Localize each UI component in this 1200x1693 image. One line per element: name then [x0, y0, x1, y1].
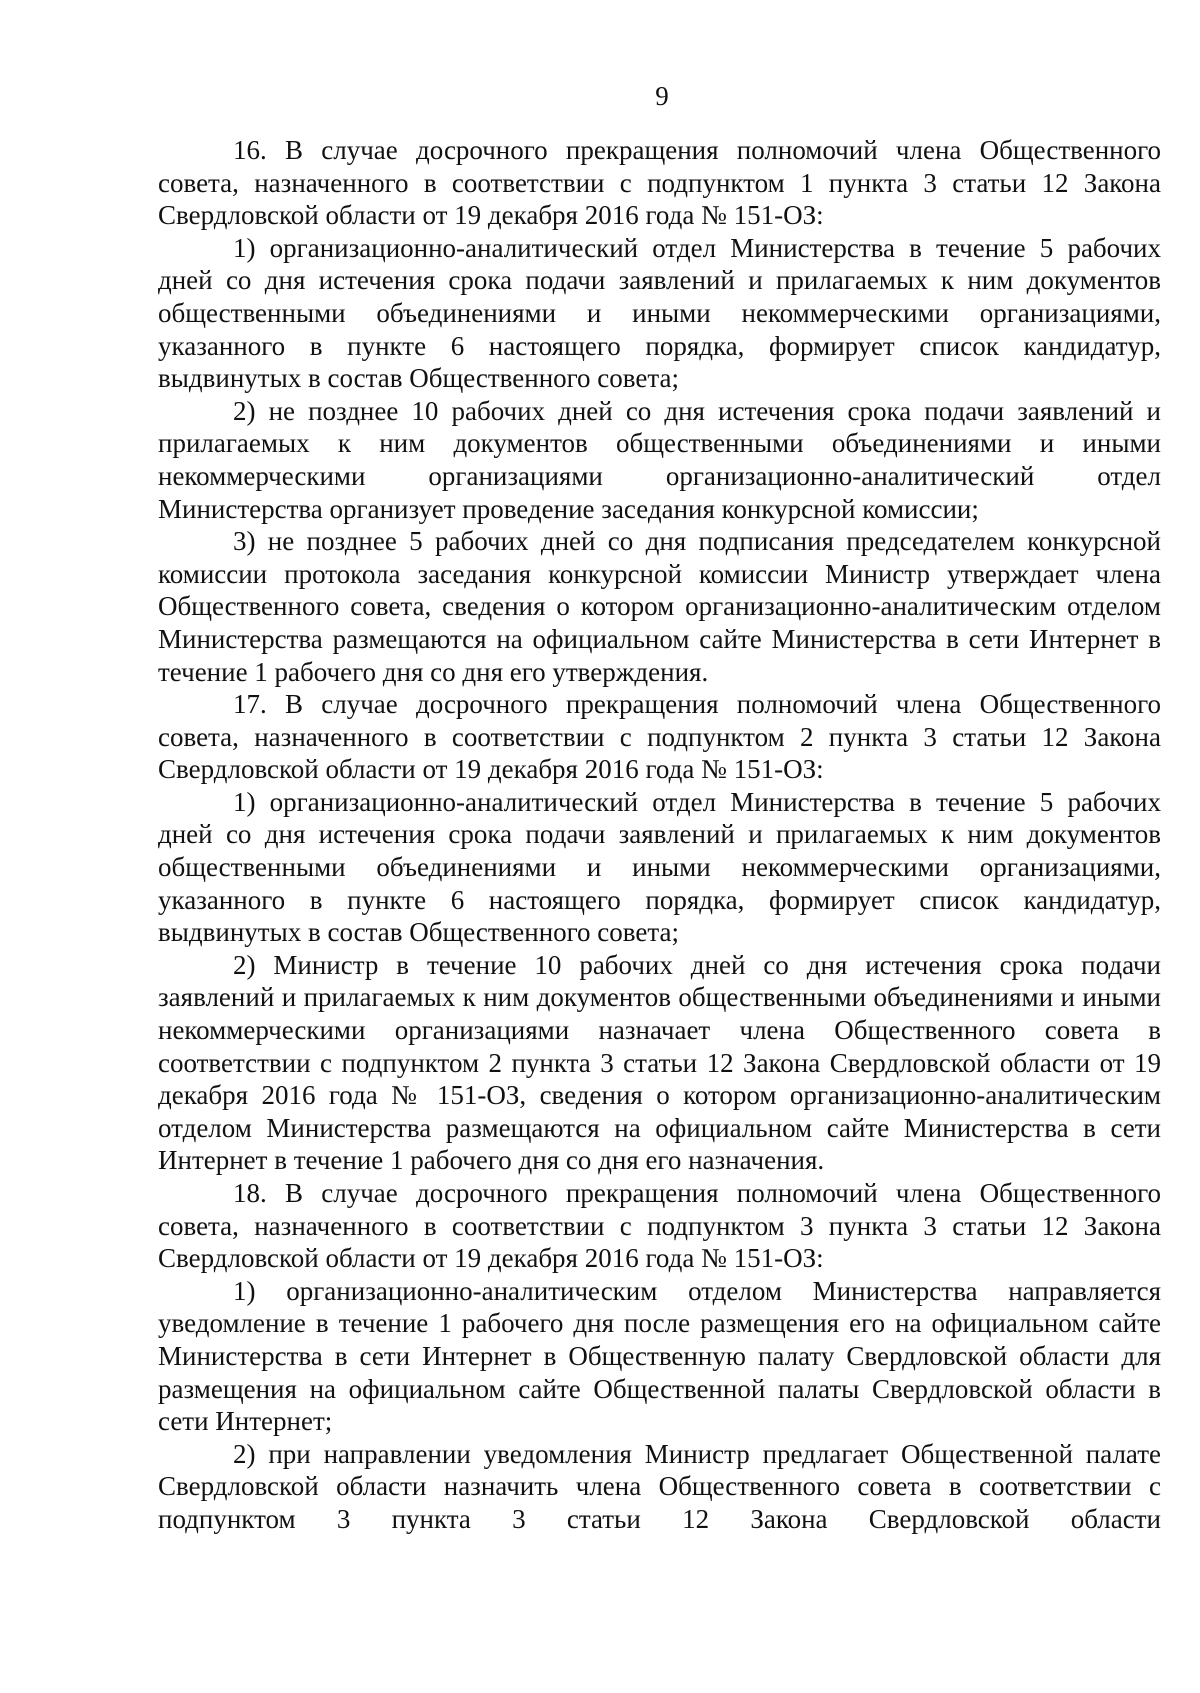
paragraph-17-item-1: 1) организационно-аналитический отдел Министерства в течение 5 рабочих дней со дня истечения срока подачи заявлений и прилагаемых к ним документов общественными объединениями и иными некоммерческими организациями, указанного в пункте 6 настоящего порядка, формирует список кандидатур, выдвинутых в состав Общественного совета;	[158, 786, 1161, 948]
paragraph-16-item-1: 1) организационно-аналитический отдел Министерства в течение 5 рабочих дней со дня истечения срока подачи заявлений и прилагаемых к ним документов общественными объединениями и иными некоммерческими организациями, указанного в пункте 6 настоящего порядка, формирует список кандидатур, выдвинутых в состав Общественного совета;	[158, 232, 1161, 394]
page-number: 9	[655, 81, 669, 111]
paragraph-18-item-1: 1) организационно-аналитическим отделом Министерства направляется уведомление в течение 1 рабочего дня после размещения его на официальном сайте Министерства в сети Интернет в Общественную палату Свердловской области для размещения на официальном сайте Общественной палаты Свердловской области в сети Интернет;	[158, 1275, 1161, 1437]
paragraph-18-intro: 18. В случае досрочного прекращения полномочий члена Общественного совета, назначенного в соответствии с подпунктом 3 пункта 3 статьи 12 Закона Свердловской области от 19 декабря 2016 года № 151-ОЗ:	[158, 1178, 1161, 1274]
paragraph-16-item-2: 2) не позднее 10 рабочих дней со дня истечения срока подачи заявлений и прилагаемых к ним документов общественными объединениями и иными некоммерческими организациями организационно-аналитический отдел Министерства организует проведение заседания конкурсной комиссии;	[158, 395, 1161, 524]
paragraph-17-item-2: 2) Министр в течение 10 рабочих дней со дня истечения срока подачи заявлений и прилагаемых к ним документов общественными объединениями и иными некоммерческими организациями назначает члена Общественного совета в соответствии с подпунктом 2 пункта 3 статьи 12 Закона Свердловской области от 19 декабря 2016 года № 151-ОЗ, сведения о котором организационно-аналитическим отделом Министерства размещаются на официальном сайте Министерства в сети Интернет в течение 1 рабочего дня со дня его назначения.	[158, 949, 1161, 1176]
paragraph-18-item-2: 2) при направлении уведомления Министр предлагает Общественной палате Свердловской области назначить члена Общественного совета в соответствии с подпунктом 3 пункта 3 статьи 12 Закона Свердловской области	[158, 1438, 1161, 1534]
paragraph-16-item-3: 3) не позднее 5 рабочих дней со дня подписания председателем конкурсной комиссии протокола заседания конкурсной комиссии Министр утверждает члена Общественного совета, сведения о котором организационно-аналитическим отделом Министерства размещаются на официальном сайте Министерства в сети Интернет в течение 1 рабочего дня со дня его утверждения.	[158, 526, 1161, 687]
document-body	[158, 134, 1161, 1536]
paragraph-16-intro: 16. В случае досрочного прекращения полномочий члена Общественного совета, назначенного в соответствии с подпунктом 1 пункта 3 статьи 12 Закона Свердловской области от 19 декабря 2016 года № 151-ОЗ:	[158, 135, 1161, 231]
paragraph-17-intro: 17. В случае досрочного прекращения полномочий члена Общественного совета, назначенного в соответствии с подпунктом 2 пункта 3 статьи 12 Закона Свердловской области от 19 декабря 2016 года № 151-ОЗ:	[158, 689, 1161, 785]
